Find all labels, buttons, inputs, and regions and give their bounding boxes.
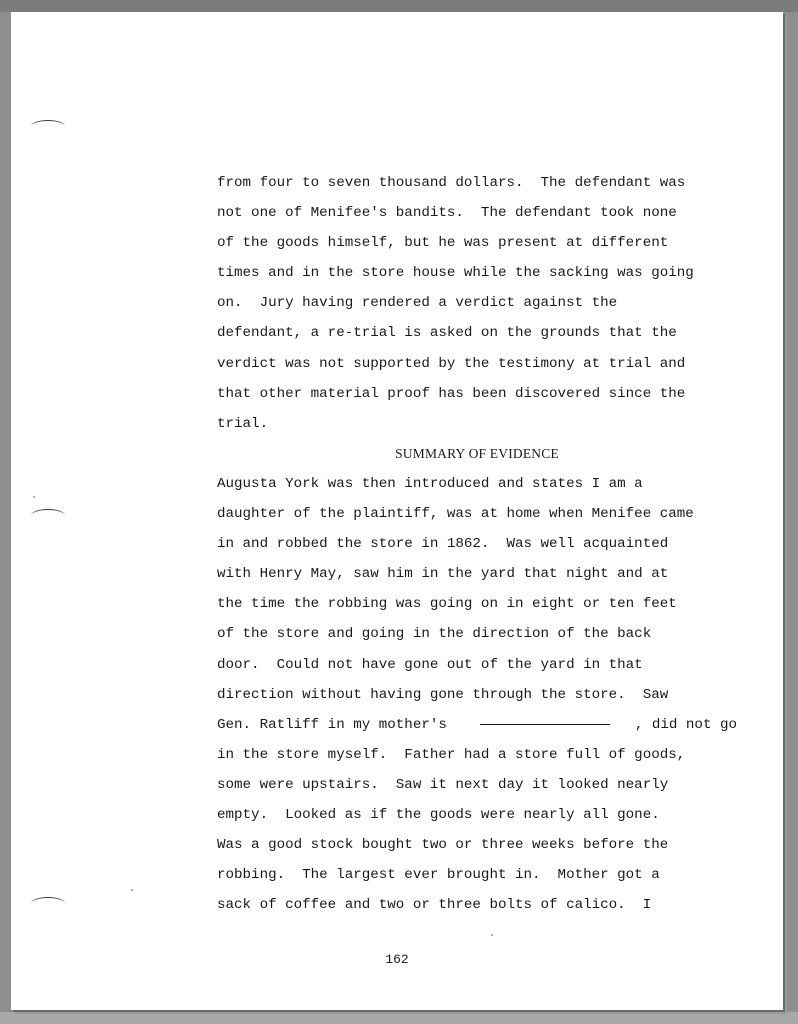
text-line: that other material proof has been discovered since the bbox=[217, 385, 686, 402]
scan-speck bbox=[491, 934, 493, 936]
text-line: direction without having gone through the store. Saw bbox=[217, 686, 669, 703]
section-heading: SUMMARY OF EVIDENCE bbox=[395, 445, 559, 461]
text-line: of the store and going in the direction of the back bbox=[217, 626, 652, 643]
text-line: sack of coffee and two or three bolts of calico. I bbox=[217, 897, 652, 914]
text-line: Augusta York was then introduced and states I am a bbox=[217, 475, 643, 492]
blank-underline bbox=[480, 710, 610, 725]
text-line: verdict was not supported by the testimony at trial and bbox=[217, 355, 686, 372]
text-line: on. Jury having rendered a verdict against the bbox=[217, 295, 618, 312]
paragraph-2 bbox=[217, 469, 737, 710]
text-line: empty. Looked as if the goods were nearly all gone. bbox=[217, 806, 660, 823]
text-segment: , did not go bbox=[634, 716, 737, 733]
text-line: robbing. The largest ever brought in. Mother got a bbox=[217, 867, 660, 884]
text-line: in the store myself. Father had a store full of goods, bbox=[217, 746, 686, 763]
scan-bottom-edge bbox=[0, 1012, 798, 1024]
text-line: not one of Menifee's bandits. The defendant took none bbox=[217, 205, 677, 222]
text-segment: Gen. Ratliff in my mother's bbox=[217, 716, 456, 733]
text-line: Was a good stock bought two or three weeks before the bbox=[217, 837, 669, 854]
document-page bbox=[11, 12, 783, 1010]
text-line: some were upstairs. Saw it next day it looked nearly bbox=[217, 776, 669, 793]
punch-hole-mark bbox=[31, 509, 65, 522]
scan-top-edge bbox=[0, 0, 798, 12]
punch-hole-mark bbox=[31, 897, 65, 910]
scan-speck bbox=[33, 496, 35, 498]
paragraph-2-continued bbox=[217, 740, 737, 921]
text-line: in and robbed the store in 1862. Was well acquainted bbox=[217, 536, 669, 553]
text-line: trial. bbox=[217, 415, 269, 432]
text-line: daughter of the plaintiff, was at home when Menifee came bbox=[217, 506, 694, 523]
text-line-with-blank bbox=[217, 710, 737, 740]
text-line: from four to seven thousand dollars. The defendant was bbox=[217, 175, 686, 191]
text-line: door. Could not have gone out of the yard in that bbox=[217, 656, 643, 673]
text-line: with Henry May, saw him in the yard that night and at bbox=[217, 566, 669, 583]
scan-speck bbox=[131, 889, 133, 891]
text-line: defendant, a re-trial is asked on the grounds that the bbox=[217, 325, 677, 342]
punch-hole-mark bbox=[31, 120, 65, 133]
text-line: the time the robbing was going on in eight or ten feet bbox=[217, 596, 677, 613]
page-number: 162 bbox=[385, 952, 409, 967]
body-text bbox=[217, 168, 737, 920]
text-line: of the goods himself, but he was present at different bbox=[217, 235, 669, 252]
text-line: times and in the store house while the sacking was going bbox=[217, 265, 694, 282]
paragraph-1 bbox=[217, 168, 737, 409]
